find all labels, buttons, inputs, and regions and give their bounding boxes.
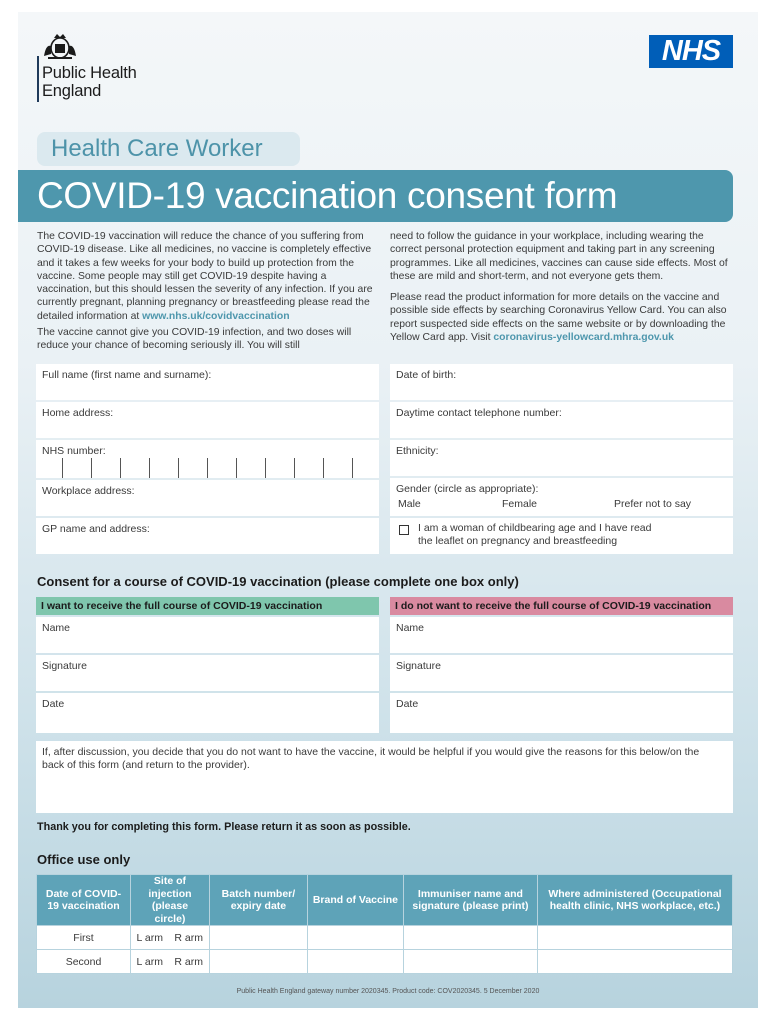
- batch-cell[interactable]: [209, 926, 307, 950]
- consent-yes-header: I want to receive the full course of COVID-19 vaccination: [36, 597, 379, 615]
- royal-crest-icon: [40, 32, 80, 60]
- pregnancy-text: I am a woman of childbearing age and I have read the leaflet on pregnancy and breastfeeding: [418, 522, 652, 547]
- date-of-birth-field[interactable]: Date of birth:: [390, 364, 733, 400]
- left-arm-option[interactable]: L arm: [131, 950, 169, 974]
- consent-yes-signature-field[interactable]: Signature: [36, 655, 379, 691]
- phe-logo-bar: [37, 56, 39, 102]
- daytime-phone-field[interactable]: Daytime contact telephone number:: [390, 402, 733, 438]
- right-arm-option[interactable]: R arm: [169, 926, 210, 950]
- col-where: Where administered (Occupational health clinic, NHS workplace, etc.): [537, 875, 732, 926]
- home-address-field[interactable]: Home address:: [36, 402, 379, 438]
- where-cell[interactable]: [537, 926, 732, 950]
- col-brand: Brand of Vaccine: [307, 875, 403, 926]
- col-date: Date of COVID-19 vaccination: [37, 875, 131, 926]
- table-row: [37, 950, 733, 974]
- office-use-table: [36, 874, 733, 974]
- consent-yes-name-field[interactable]: Name: [36, 617, 379, 653]
- immuniser-cell[interactable]: [403, 926, 537, 950]
- intro-right-column: need to follow the guidance in your workplace, including wearing the correct personal protection equipment and taking part in any screening programmes. Like all medicines, vaccines can cause side effects. Most of these are mild and short-term, and not everyone gets them. Please read the product information for more details on the vaccine and possible side effects by searching Coronavirus Yellow Card. You can also report suspected side effects on the same website or by downloading the Yellow Card app. Visit coronavirus-yellowcard.mhra.gov.uk: [390, 231, 728, 344]
- full-name-field[interactable]: Full name (first name and surname):: [36, 364, 379, 400]
- workplace-address-field[interactable]: Workplace address:: [36, 480, 379, 516]
- where-cell[interactable]: [537, 950, 732, 974]
- pregnancy-checkbox[interactable]: [399, 525, 409, 535]
- gender-field[interactable]: Gender (circle as appropriate):: [390, 478, 733, 516]
- gender-option-female[interactable]: Female: [502, 498, 538, 510]
- reasons-field[interactable]: If, after discussion, you decide that you do not want to have the vaccine, it would be helpful if you would give the reasons for this below/on the back of this form (and return to the provider).: [36, 741, 733, 813]
- dose-label: Second: [37, 950, 131, 974]
- audience-label: Health Care Worker: [37, 132, 300, 166]
- immuniser-cell[interactable]: [403, 950, 537, 974]
- gender-option-male[interactable]: Male: [398, 498, 421, 510]
- footer-text: Public Health England gateway number 2020345. Product code: COV2020345. 5 December 2020: [236, 988, 540, 995]
- nhs-covid-link[interactable]: www.nhs.uk/covidvaccination: [142, 310, 290, 322]
- consent-no-signature-field[interactable]: Signature: [390, 655, 733, 691]
- col-batch: Batch number/ expiry date: [209, 875, 307, 926]
- consent-form-page: [18, 12, 758, 1008]
- gp-field[interactable]: GP name and address:: [36, 518, 379, 554]
- nhs-number-field[interactable]: NHS number:: [36, 440, 379, 478]
- col-site: Site of injection (please circle): [131, 875, 210, 926]
- consent-no-name-field[interactable]: Name: [390, 617, 733, 653]
- ethnicity-field[interactable]: Ethnicity:: [390, 440, 733, 476]
- brand-cell[interactable]: [307, 926, 403, 950]
- office-use-heading: Office use only: [37, 852, 131, 867]
- brand-cell[interactable]: [307, 950, 403, 974]
- consent-yes-date-field[interactable]: Date: [36, 693, 379, 733]
- gender-option-prefer-not[interactable]: Prefer not to say: [614, 498, 692, 510]
- page-title: COVID-19 vaccination consent form: [18, 170, 733, 222]
- intro-left-column: The COVID-19 vaccination will reduce the chance of you suffering from COVID-19 disease. Like all medicines, no vaccine is completely effective and it takes a few weeks for your body to build up protection from the vaccine. Some people may still get COVID-19 despite having a vaccination, but this should lessen the severity of any infection. If you are currently pregnant, planning pregnancy or breastfeeding please read the detailed information at www.nhs.uk/covidvaccination The vaccine cannot give you COVID-19 infection, and two doses will reduce your chance of becoming seriously ill. You will still: [37, 231, 373, 352]
- phe-logo-text: Public Health England: [42, 64, 137, 100]
- consent-heading: Consent for a course of COVID-19 vaccination (please complete one box only): [37, 574, 519, 589]
- table-row: [37, 926, 733, 950]
- left-arm-option[interactable]: L arm: [131, 926, 169, 950]
- consent-no-header: I do not want to receive the full course of COVID-19 vaccination: [390, 597, 733, 615]
- consent-no-date-field[interactable]: Date: [390, 693, 733, 733]
- right-arm-option[interactable]: R arm: [169, 950, 210, 974]
- batch-cell[interactable]: [209, 950, 307, 974]
- office-table-header-row: [37, 875, 733, 926]
- yellow-card-link[interactable]: coronavirus-yellowcard.mhra.gov.uk: [493, 332, 674, 344]
- dose-label: First: [37, 926, 131, 950]
- col-immuniser: Immuniser name and signature (please print): [403, 875, 537, 926]
- nhs-logo: NHS: [649, 35, 733, 68]
- thank-you-note: Thank you for completing this form. Please return it as soon as possible.: [37, 821, 411, 833]
